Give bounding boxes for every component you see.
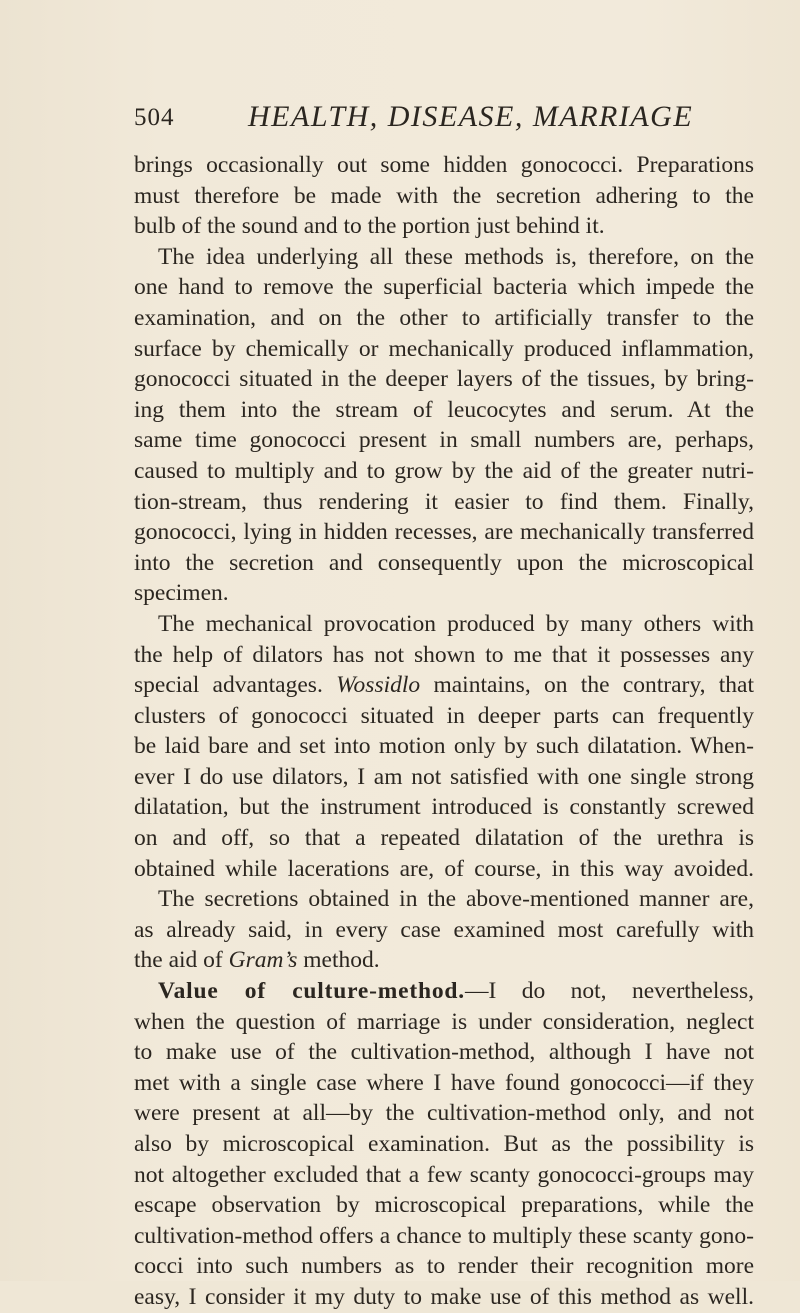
text-line: easy, I consider it my duty to make use of this method as well. — [134, 1283, 754, 1310]
text-line: gonococci, lying in hidden recesses, are mechanically transferred — [134, 519, 754, 546]
text-line: same time gonococci present in small numbers are, perhaps, — [134, 427, 754, 454]
page-header — [134, 100, 754, 144]
method-name-italic: Gram’s — [228, 947, 298, 974]
paragraph-start-line: The secretions obtained in the above-mentioned manner are, — [158, 886, 754, 913]
author-name-italic: Wossidlo — [336, 672, 421, 699]
text-line: escape observation by microscopical preparations, while the — [134, 1192, 754, 1219]
text-line — [134, 945, 754, 976]
paragraph-start-line: The mechanical provocation produced by many others with — [158, 610, 754, 637]
text-line: as already said, in every case examined most carefully with — [134, 916, 754, 943]
text-line: on and off, so that a repeated dilatation of the urethra is — [134, 825, 754, 852]
text-line: dilatation, but the instrument introduced is constantly screwed — [134, 794, 754, 821]
text-line: met with a single case where I have found gonococci—if they — [134, 1069, 754, 1096]
text-run: —I do not, nevertheless, — [464, 978, 754, 1005]
paragraph-start-line: The idea underlying all these methods is, therefore, on the — [158, 243, 754, 270]
text-line: when the question of marriage is under consideration, neglect — [134, 1008, 754, 1035]
text-line: caused to multiply and to grow by the aid of the greater nutri- — [134, 457, 754, 484]
text-line: clusters of gonococci situated in deeper parts can frequently — [134, 702, 754, 729]
text-run: maintains, on the contrary, that — [420, 672, 754, 699]
body-text — [134, 150, 754, 1313]
section-heading-line — [134, 976, 754, 1007]
text-line — [134, 670, 754, 701]
text-line: bulb of the sound and to the portion just behind it. — [134, 213, 605, 240]
text-line: examination, and on the other to artificially transfer to the — [134, 304, 754, 331]
text-run: special advantages. — [134, 672, 337, 699]
text-line: specimen. — [134, 580, 229, 607]
text-line: the help of dilators has not shown to me that it possesses any — [134, 641, 754, 668]
text-line: tion-stream, thus rendering it easier to find them. Finally, — [134, 488, 754, 515]
text-line: must therefore be made with the secretion adhering to the — [134, 182, 754, 209]
text-line: surface by chemically or mechanically produced inflammation, — [134, 335, 754, 362]
text-line: gonococci situated in the deeper layers of the tissues, by bring- — [134, 366, 754, 393]
text-line: brings occasionally out some hidden gonococci. Preparations — [134, 152, 754, 178]
text-line: ing them into the stream of leucocytes and serum. At the — [134, 396, 754, 423]
text-line: not altogether excluded that a few scanty gonococci-groups may — [134, 1161, 754, 1188]
text-line: ever I do use dilators, I am not satisfied with one single strong — [134, 763, 754, 790]
text-line: also by microscopical examination. But as the possibility is — [134, 1131, 754, 1157]
text-line: cocci into such numbers as to render their recognition more — [134, 1253, 754, 1280]
text-line: one hand to remove the superficial bacteria which impede the — [134, 274, 754, 301]
text-run: the aid of — [134, 947, 229, 974]
text-line: obtained while lacerations are, of course, in this way avoided. — [134, 855, 754, 882]
text-line: be laid bare and set into motion only by such dilatation. When- — [134, 733, 754, 760]
text-run: method. — [297, 947, 380, 974]
text-line: into the secretion and consequently upon the microscopical — [134, 549, 754, 576]
running-head: HEALTH, DISEASE, MARRIAGE — [248, 100, 694, 133]
text-line: to make use of the cultivation-method, although I have not — [134, 1039, 754, 1066]
text-line: cultivation-method offers a chance to multiply these scanty gono- — [134, 1222, 754, 1249]
page-number: 504 — [134, 104, 175, 131]
text-line: were present at all—by the cultivation-method only, and not — [134, 1100, 754, 1127]
section-heading: Value of culture-method. — [158, 978, 465, 1005]
